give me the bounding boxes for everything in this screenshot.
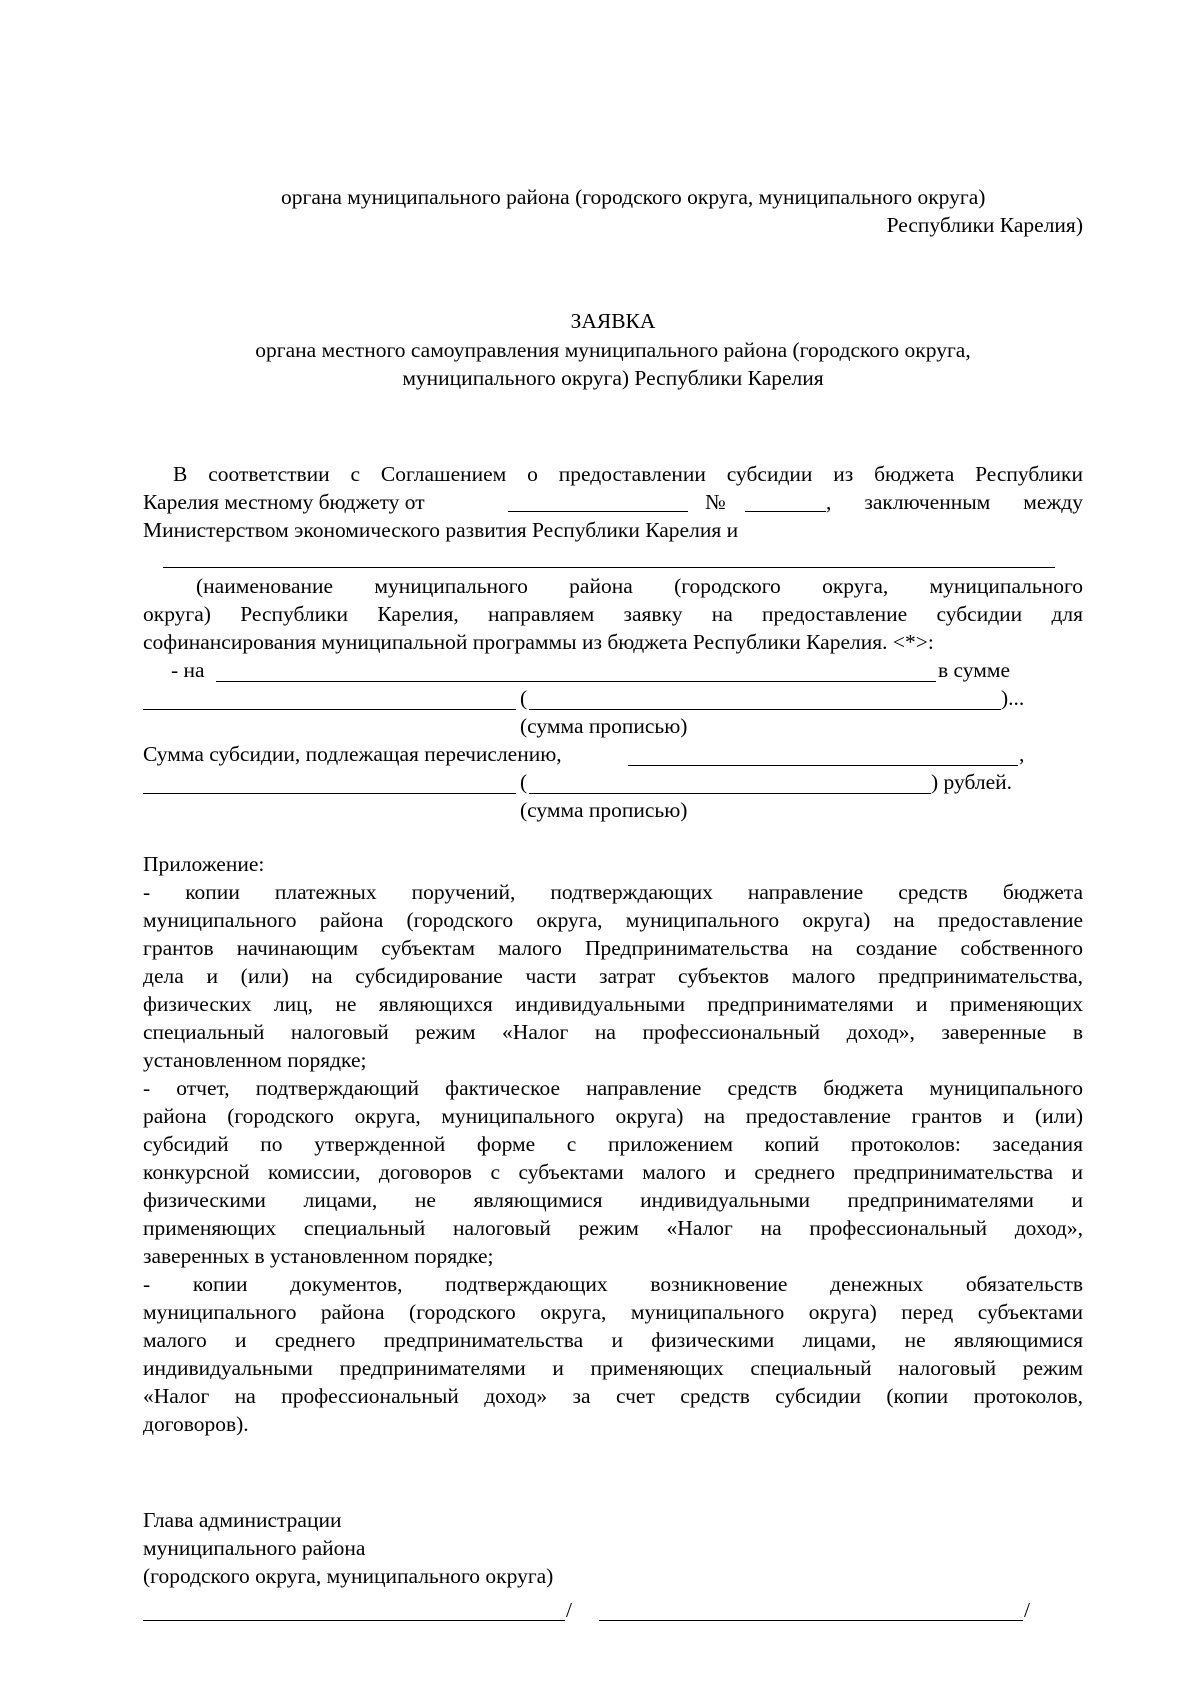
agreement-date-field[interactable] (508, 511, 688, 512)
signature-slash-2: / (1024, 1598, 1030, 1622)
amount-words-field[interactable] (529, 709, 1001, 710)
appendix-line: применяющих специальный налоговый режим «Налог на профессиональный доход», (143, 1216, 1083, 1240)
subsidy-amount-field[interactable] (628, 765, 1018, 766)
intro-line-2-number-sign: № (705, 490, 726, 514)
header-line-2: Республики Карелия) (886, 213, 1083, 237)
intro-line-2-a: Карелия местному бюджету от (143, 490, 425, 514)
subsidy-digits-field[interactable] (143, 793, 516, 794)
close-rubles: ) рублей. (931, 770, 1013, 794)
appendix-line: муниципального района (городского округа, муниципального округа) на предоставление (143, 908, 1083, 932)
appendix-line: физическими лицами, не являющимися индивидуальными предпринимателями и (143, 1188, 1083, 1212)
purpose-field[interactable] (216, 681, 936, 682)
appendix-heading: Приложение: (143, 852, 265, 876)
title-subtitle-1: органа местного самоуправления муниципального района (городского округа, (255, 338, 971, 362)
appendix-line: муниципального района (городского округа, муниципального округа) перед субъектами (143, 1300, 1083, 1324)
appendix-line: - копии платежных поручений, подтверждающих направление средств бюджета (143, 880, 1083, 904)
intro-line-3: Министерством экономического развития Республики Карелия и (143, 518, 739, 542)
appendix-line: индивидуальными предпринимателями и применяющих специальный налоговый режим (143, 1356, 1083, 1380)
appendix-line: района (городского округа, муниципального округа) на предоставление грантов и (или) (143, 1104, 1083, 1128)
na-label: - на (171, 658, 205, 682)
document-title: ЗАЯВКА (570, 309, 656, 333)
body-line-2: округа) Республики Карелия, направляем заявку на предоставление субсидии для (143, 602, 1083, 626)
signature-slash-1: / (566, 1598, 572, 1622)
signature-line-3: (городского округа, муниципального округа) (143, 1564, 554, 1588)
v-summe-label: в сумме (938, 658, 1011, 682)
close-paren-dots: )... (1001, 686, 1025, 710)
appendix-line: договоров). (143, 1412, 249, 1436)
signature-field[interactable] (143, 1620, 565, 1621)
subsidy-words-field[interactable] (529, 793, 931, 794)
appendix-line: субсидий по утвержденной форме с приложением копий протоколов: заседания (143, 1132, 1083, 1156)
appendix-line: - отчет, подтверждающий фактическое направление средств бюджета муниципального (143, 1076, 1083, 1100)
appendix-line: конкурсной комиссии, договоров с субъектами малого и среднего предпринимательства и (143, 1160, 1083, 1184)
municipality-name-field[interactable] (163, 567, 1055, 568)
subsidy-label: Сумма субсидии, подлежащая перечислению, (143, 742, 562, 766)
appendix-line: физических лиц, не являющихся индивидуальными предпринимателями и применяющих (143, 992, 1083, 1016)
appendix-line: - копии документов, подтверждающих возникновение денежных обязательств (143, 1272, 1083, 1296)
appendix-line: специальный налоговый режим «Налог на профессиональный доход», заверенные в (143, 1020, 1083, 1044)
appendix-line: грантов начинающим субъектам малого Предпринимательства на создание собственного (143, 936, 1083, 960)
amount-digits-field[interactable] (143, 709, 516, 710)
signature-line-1: Глава администрации (143, 1508, 342, 1532)
body-line-3: софинансирования муниципальной программы из бюджета Республики Карелия. <*>: (143, 630, 934, 654)
name-transcript-field[interactable] (599, 1620, 1023, 1621)
appendix-line: заверенных в установленном порядке; (143, 1244, 494, 1268)
intro-line-1: В соответствии с Соглашением о предоставлении субсидии из бюджета Республики (173, 462, 1083, 486)
appendix-line: «Налог на профессиональный доход» за счет средств субсидии (копии протоколов, (143, 1384, 1083, 1408)
appendix-line: малого и среднего предпринимательства и физическими лицами, не являющимися (143, 1328, 1083, 1352)
sum-words-caption-2: (сумма прописью) (520, 798, 688, 822)
body-line-1: (наименование муниципального района (городского округа, муниципального (196, 574, 1083, 598)
appendix-line: дела и (или) на субсидирование части затрат субъектов малого предпринимательства, (143, 964, 1083, 988)
subsidy-comma: , (1019, 742, 1025, 766)
appendix-line: установленном порядке; (143, 1048, 367, 1072)
agreement-number-field[interactable] (745, 511, 826, 512)
header-line-1: органа муниципального района (городского округа, муниципального округа) (281, 185, 986, 209)
sum-words-caption-1: (сумма прописью) (520, 714, 688, 738)
open-paren-2: ( (520, 770, 528, 794)
open-paren-1: ( (520, 686, 528, 710)
signature-line-2: муниципального района (143, 1536, 366, 1560)
intro-line-2-c: , заключенным между (826, 490, 1083, 514)
title-subtitle-2: муниципального округа) Республики Карелия (402, 366, 824, 390)
